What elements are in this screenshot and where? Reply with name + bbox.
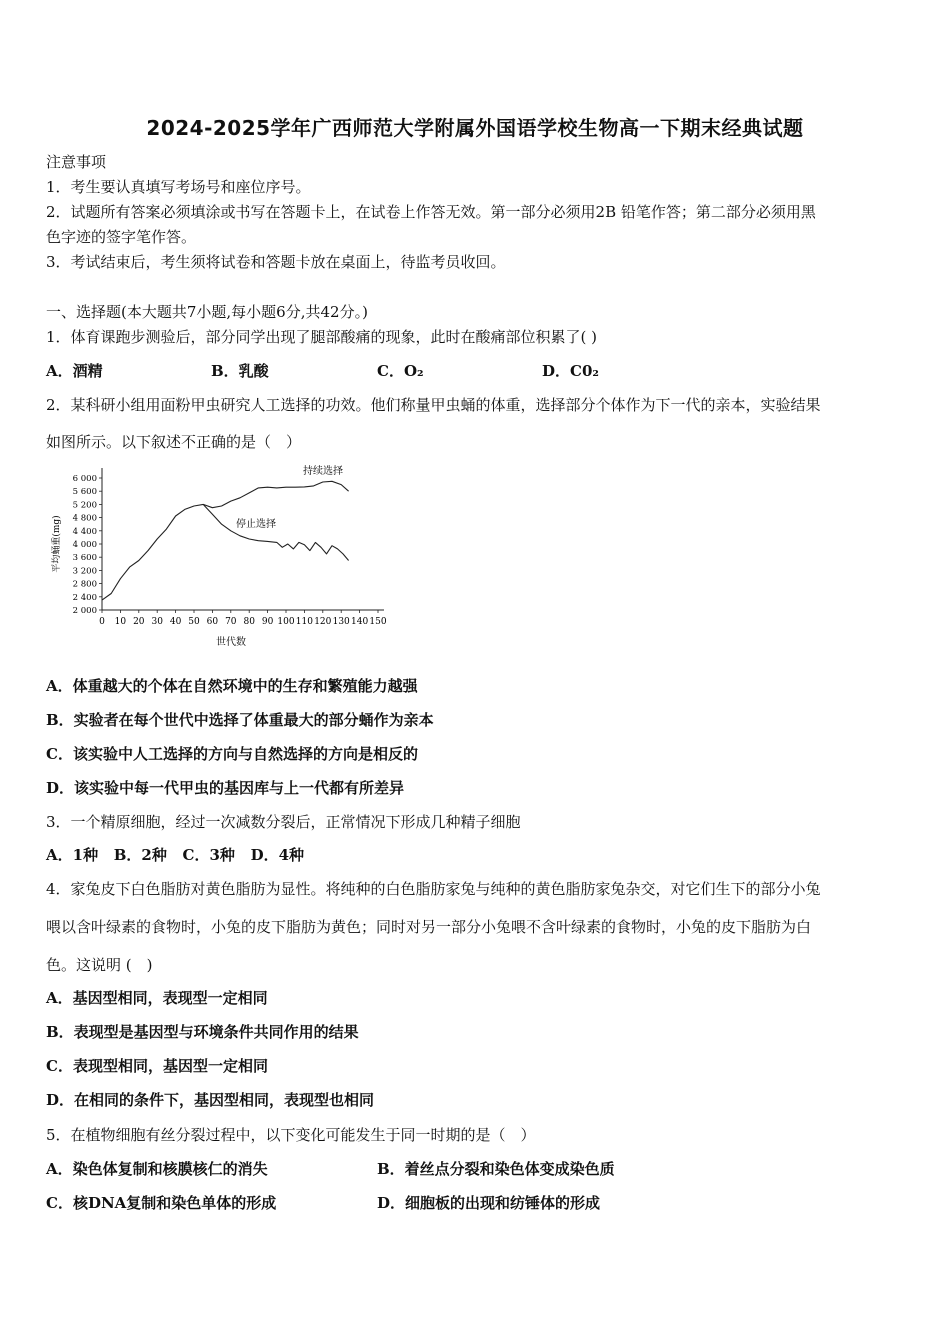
q3-option-b: B．2种 [113, 846, 167, 864]
x-tick-label: 110 [295, 617, 313, 627]
notice-item: 1．考生要认真填写考场号和座位序号。 [46, 178, 311, 196]
x-tick-label: 150 [369, 617, 387, 627]
q1-option-a: A．酒精 [46, 362, 103, 380]
y-tick-label: 4 400 [72, 526, 97, 537]
y-tick-label: 2 400 [72, 592, 97, 603]
q4-option-c: C．表现型相同，基因型一定相同 [46, 1057, 268, 1075]
q4-option-d: D．在相同的条件下，基因型相同，表现型也相同 [46, 1091, 375, 1109]
y-tick-label: 2 800 [72, 579, 97, 590]
y-tick-label: 4 800 [72, 513, 97, 524]
y-tick-label: 2 000 [72, 606, 97, 616]
page-title: 2024-2025学年广西师范大学附属外国语学校生物高一下期末经典试题 [146, 116, 804, 140]
q2-stem: 如图所示。以下叙述不正确的是（ ） [46, 433, 302, 451]
q5-option-d: D．细胞板的出现和纺锤体的形成 [377, 1194, 601, 1212]
q2-option-b: B．实验者在每个世代中选择了体重最大的部分蛹作为亲本 [46, 711, 434, 729]
x-tick-label: 80 [243, 617, 255, 627]
q3-stem: 3．一个精原细胞，经过一次减数分裂后，正常情况下形成几种精子细胞 [46, 813, 521, 831]
x-tick-label: 60 [206, 617, 219, 627]
x-tick-label: 90 [261, 617, 274, 627]
q5-option-c: C．核DNA复制和染色单体的形成 [46, 1194, 277, 1212]
series-line-continued-selection [102, 481, 349, 600]
pupa-weight-chart [46, 462, 396, 652]
series-line-stopped-selection [203, 504, 348, 560]
y-tick-label: 4 000 [72, 540, 97, 550]
x-tick-label: 140 [351, 617, 369, 627]
q4-stem: 色。这说明 ( ) [46, 956, 153, 974]
q3-option-c: C．3种 [182, 846, 235, 864]
q4-stem: 喂以含叶绿素的食物时，小兔的皮下脂肪为黄色；同时对另一部分小兔喂不含叶绿素的食物时，小兔的皮下脂肪为白 [46, 918, 812, 936]
x-tick-label: 70 [225, 617, 237, 627]
q4-option-b: B．表现型是基因型与环境条件共同作用的结果 [46, 1023, 359, 1041]
q3-options [46, 845, 304, 865]
y-tick-label: 5 200 [72, 500, 97, 511]
q5-stem: 5．在植物细胞有丝分裂过程中，以下变化可能发生于同一时期的是（ ） [46, 1126, 536, 1144]
q2-option-d: D．该实验中每一代甲虫的基因库与上一代都有所差异 [46, 779, 405, 797]
x-tick-label: 20 [133, 617, 145, 627]
notice-item: 2．试题所有答案必须填涂或书写在答题卡上，在试卷上作答无效。第一部分必须用2B 铅笔作答；第二部分必须用黑 [46, 203, 816, 221]
legend-continued-selection: 持续选择 [303, 466, 343, 477]
x-axis-label: 世代数 [216, 637, 246, 648]
x-tick-label: 10 [114, 617, 127, 627]
notice-heading: 注意事项 [46, 153, 107, 171]
q1-option-c: C．O₂ [377, 362, 424, 380]
q5-option-b: B．着丝点分裂和染色体变成染色质 [377, 1160, 615, 1178]
x-tick-label: 30 [151, 617, 163, 627]
y-tick-label: 5 600 [72, 487, 97, 498]
q3-option-a: A．1种 [46, 846, 99, 864]
section-heading: 一、选择题(本大题共7小题,每小题6分,共42分。) [46, 303, 368, 321]
q3-option-d: D．4种 [250, 846, 305, 864]
x-tick-label: 100 [277, 617, 295, 627]
q5-option-a: A．染色体复制和核膜核仁的消失 [46, 1160, 268, 1178]
x-tick-label: 0 [99, 617, 105, 627]
q4-stem: 4．家兔皮下白色脂肪对黄色脂肪为显性。将纯种的白色脂肪家兔与纯种的黄色脂肪家兔杂交，对它们生下的部分小兔 [46, 880, 821, 898]
q1-option-d: D．C0₂ [542, 362, 599, 380]
y-tick-label: 3 200 [72, 566, 97, 577]
notice-item: 3．考试结束后，考生须将试卷和答题卡放在桌面上，待监考员收回。 [46, 253, 506, 271]
x-tick-label: 120 [314, 617, 332, 627]
y-axis-label: 平均蛹重(mg) [52, 515, 62, 573]
q2-stem: 2．某科研小组用面粉甲虫研究人工选择的功效。他们称量甲虫蛹的体重，选择部分个体作为下一代的亲本，实验结果 [46, 396, 821, 414]
q1-option-b: B．乳酸 [211, 362, 269, 380]
q1-stem: 1．体育课跑步测验后，部分同学出现了腿部酸痛的现象，此时在酸痛部位积累了( ) [46, 328, 598, 346]
y-tick-label: 6 000 [72, 474, 97, 484]
q4-option-a: A．基因型相同，表现型一定相同 [46, 989, 268, 1007]
q2-option-a: A．体重越大的个体在自然环境中的生存和繁殖能力越强 [46, 677, 418, 695]
notice-item: 色字迹的签字笔作答。 [46, 228, 197, 246]
x-tick-label: 40 [169, 617, 182, 627]
legend-stopped-selection: 停止选择 [236, 519, 276, 530]
x-tick-label: 130 [332, 617, 350, 627]
x-tick-label: 50 [188, 617, 200, 627]
y-tick-label: 3 600 [72, 553, 97, 564]
q2-option-c: C．该实验中人工选择的方向与自然选择的方向是相反的 [46, 745, 418, 763]
